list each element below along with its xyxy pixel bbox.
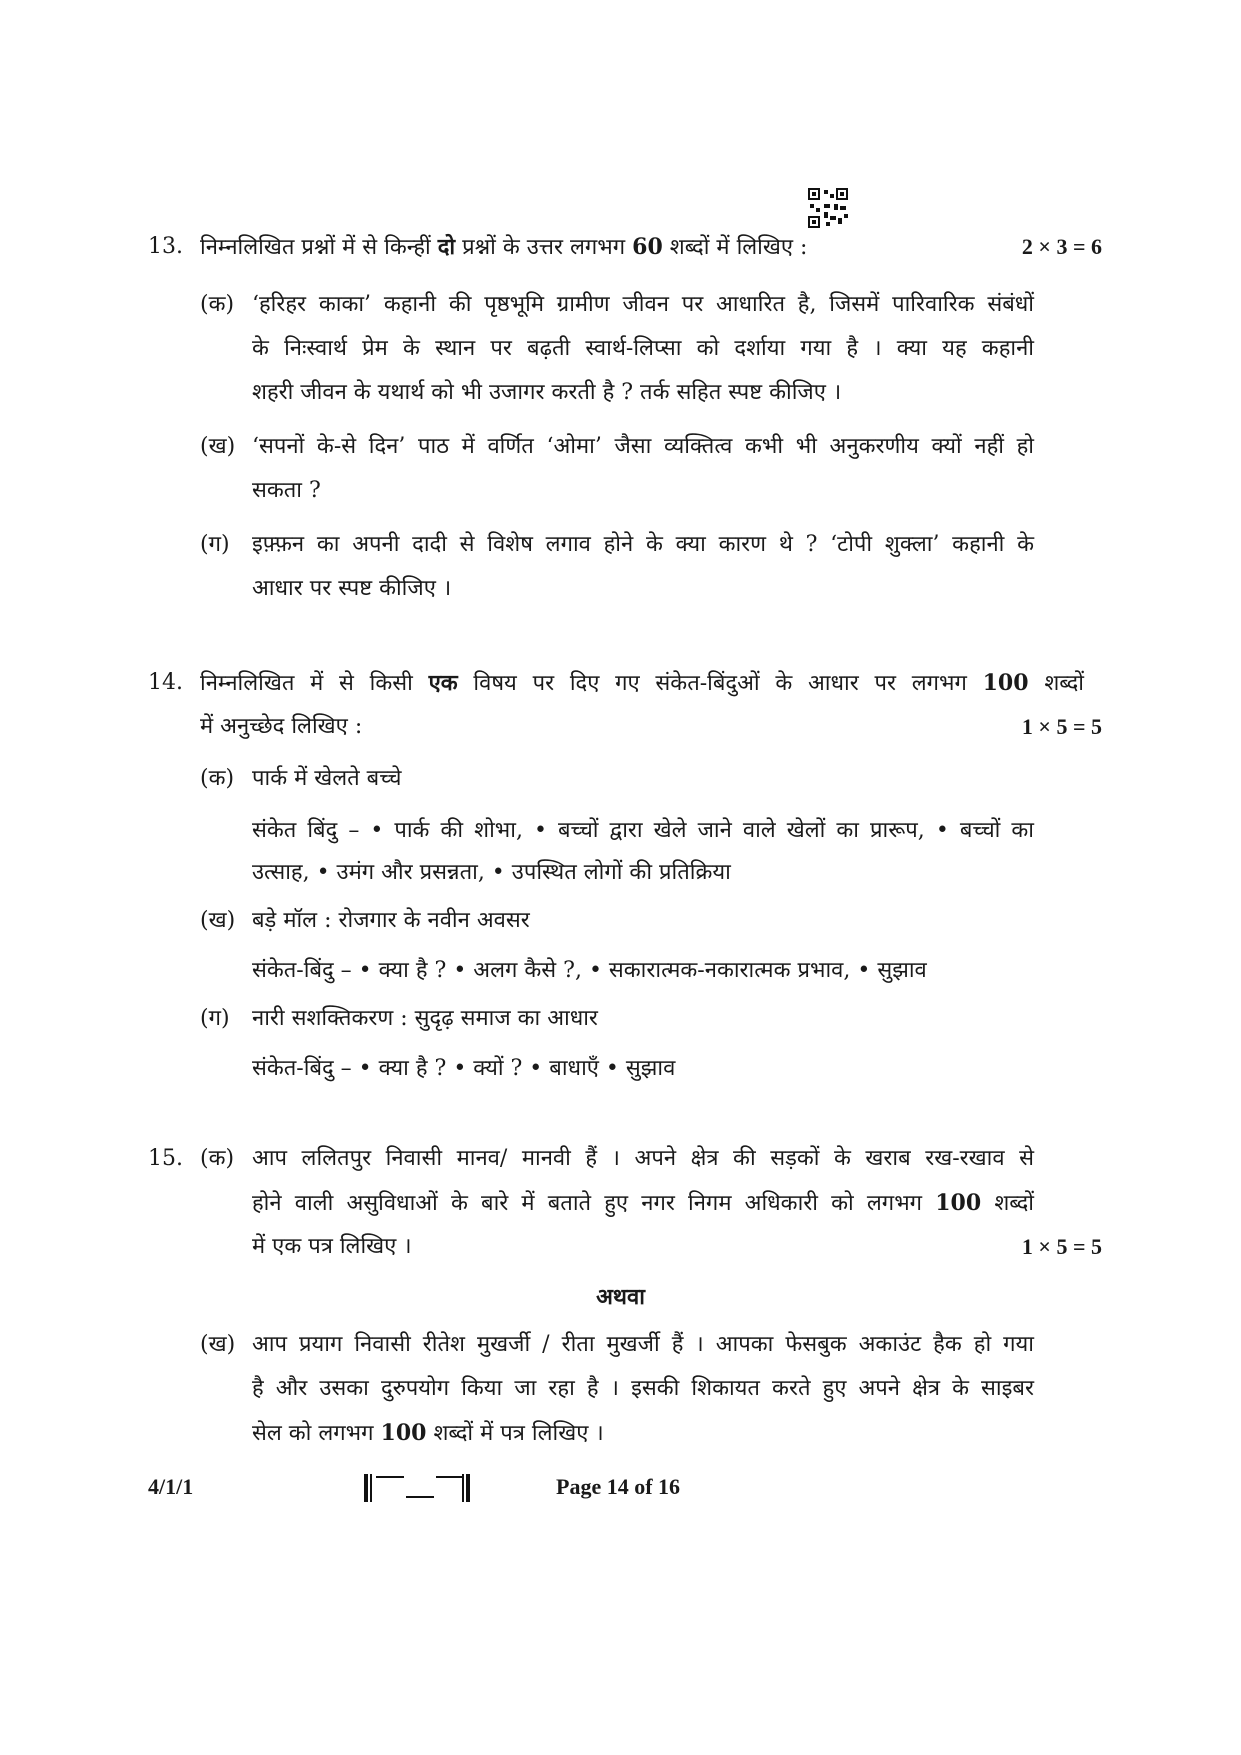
q14-part-c-label: (ग): [200, 1006, 230, 1031]
q13-part-a-line2: के निःस्वार्थ प्रेम के स्थान पर बढ़ती स्वार्थ-लिप्सा को दर्शाया गया है । क्या यह कहानी: [252, 336, 1034, 361]
q13-part-c-label: (ग): [200, 532, 230, 557]
page-number: Page 14 of 16: [556, 1474, 681, 1499]
question-14-instruction-line2: में अनुच्छेद लिखिए :: [200, 714, 363, 739]
q15-part-a-line3: में एक पत्र लिखिए ।: [252, 1234, 412, 1259]
q13-part-a-line1: ‘हरिहर काका’ कहानी की पृष्ठभूमि ग्रामीण जीवन पर आधारित है, जिसमें पारिवारिक संबंधों: [252, 292, 1034, 317]
question-13-marks: 2 × 3 = 6: [1021, 234, 1102, 259]
q15-part-a-line1: आप ललितपुर निवासी मानव/ मानवी हैं । अपने क्षेत्र की सड़कों के खराब रख-रखाव से: [252, 1146, 1034, 1171]
q13-part-c-line2: आधार पर स्पष्ट कीजिए ।: [252, 576, 452, 601]
q13-part-b-label: (ख): [200, 434, 236, 459]
question-15-number: 15.: [148, 1146, 183, 1171]
question-15-marks: 1 × 5 = 5: [1021, 1234, 1102, 1259]
q14-part-a-title: पार्क में खेलते बच्चे: [252, 766, 402, 791]
question-13-instruction: निम्नलिखित प्रश्नों में से किन्हीं दो प्रश्नों के उत्तर लगभग 60 शब्दों में लिखिए :: [200, 234, 808, 260]
q15-part-b-line2: है और उसका दुरुपयोग किया जा रहा है । इसकी शिकायत करते हुए अपने क्षेत्र के साइबर: [252, 1376, 1034, 1401]
q13-part-b-line2: सकता ?: [252, 478, 321, 503]
q13-part-c-line1: इफ़्फ़न का अपनी दादी से विशेष लगाव होने के क्या कारण थे ? ‘टोपी शुक्ला’ कहानी के: [252, 532, 1034, 557]
q14-part-a-label: (क): [200, 766, 235, 791]
q14-part-a-hints-line2: उत्साह, • उमंग और प्रसन्नता, • उपस्थित लोगों की प्रतिक्रिया: [252, 860, 731, 885]
q13-part-b-line1: ‘सपनों के-से दिन’ पाठ में वर्णित ‘ओमा’ जैसा व्यक्तित्व कभी भी अनुकरणीय क्यों नहीं हो: [252, 434, 1034, 459]
q13-part-a-label: (क): [200, 292, 235, 317]
question-13-number: 13.: [148, 234, 183, 259]
qr-code-icon: [808, 188, 848, 228]
question-14-number: 14.: [148, 670, 183, 695]
barcode-icon: [362, 1472, 472, 1504]
q13-part-a-line3: शहरी जीवन के यथार्थ को भी उजागर करती है ? तर्क सहित स्पष्ट कीजिए ।: [252, 380, 842, 405]
q14-part-c-title: नारी सशक्तिकरण : सुदृढ़ समाज का आधार: [252, 1006, 598, 1031]
q14-part-b-label: (ख): [200, 908, 236, 933]
q14-part-a-hints-line1: संकेत बिंदु – • पार्क की शोभा, • बच्चों द्वारा खेले जाने वाले खेलों का प्रारूप, • बच्चों का: [252, 818, 1034, 843]
q15-part-b-line1: आप प्रयाग निवासी रीतेश मुखर्जी / रीता मुखर्जी हैं । आपका फेसबुक अकाउंट हैक हो गया: [252, 1332, 1034, 1357]
q14-part-b-title: बड़े मॉल : रोजगार के नवीन अवसर: [252, 908, 530, 933]
q14-part-c-hints: संकेत-बिंदु – • क्या है ? • क्यों ? • बाधाएँ • सुझाव: [252, 1056, 676, 1081]
or-divider: अथवा: [596, 1284, 645, 1310]
question-14-instruction: निम्नलिखित में से किसी एक विषय पर दिए गए संकेत-बिंदुओं के आधार पर लगभग 100 शब्दों: [200, 670, 1084, 696]
question-14-marks: 1 × 5 = 5: [1021, 714, 1102, 739]
paper-code: 4/1/1: [148, 1474, 194, 1499]
q15-part-a-line2: होने वाली असुविधाओं के बारे में बताते हुए नगर निगम अधिकारी को लगभग 100 शब्दों: [252, 1190, 1034, 1216]
q14-part-b-hints: संकेत-बिंदु – • क्या है ? • अलग कैसे ?, • सकारात्मक-नकारात्मक प्रभाव, • सुझाव: [252, 958, 927, 983]
q15-part-b-line3: सेल को लगभग 100 शब्दों में पत्र लिखिए ।: [252, 1420, 604, 1446]
q15-part-a-label: (क): [200, 1146, 235, 1171]
q15-part-b-label: (ख): [200, 1332, 236, 1357]
